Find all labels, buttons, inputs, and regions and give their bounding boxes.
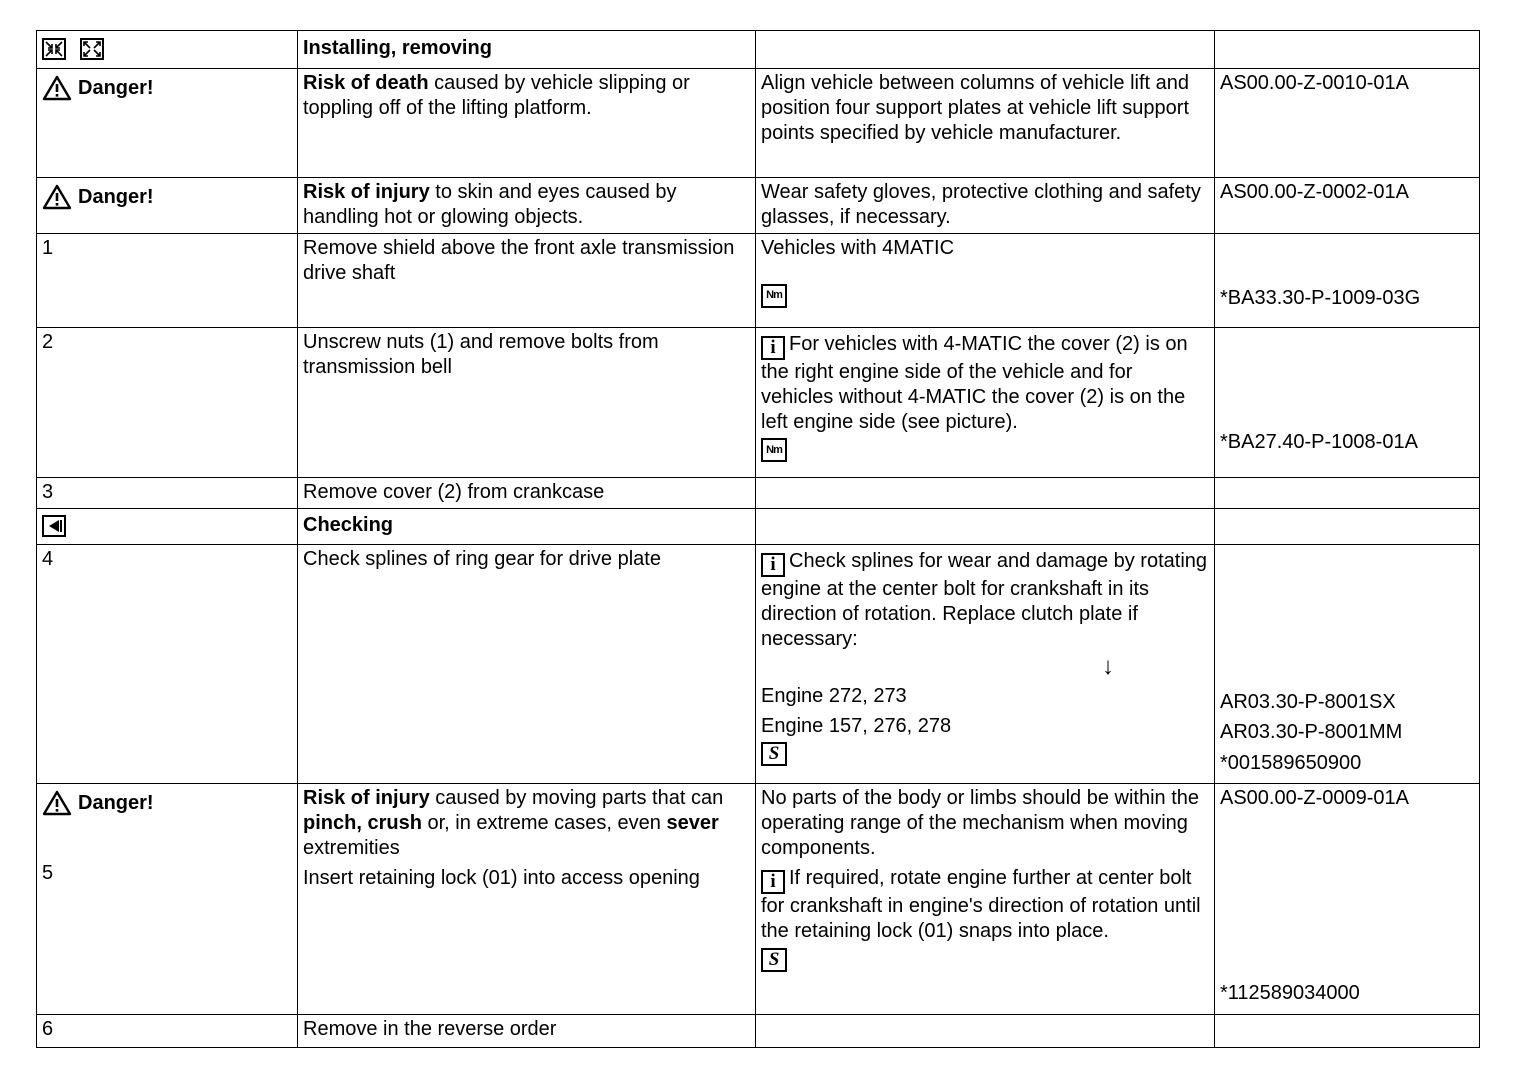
- reference-link[interactable]: *001589650900: [1220, 752, 1362, 774]
- instruction-note: Vehicles with 4MATIC Nm: [756, 234, 1215, 328]
- engine-variant: Engine 157, 276, 278: [761, 714, 952, 737]
- instruction-note: Wear safety gloves, protective clothing and safety glasses, if necessary.: [756, 178, 1215, 234]
- section-title-checking: Checking: [298, 509, 756, 545]
- procedure-table: [36, 30, 1480, 1048]
- step-number: 4: [37, 545, 298, 784]
- info-icon: i: [761, 553, 785, 577]
- step-text: Remove shield above the front axle transmission drive shaft: [298, 234, 756, 328]
- section-title-installing: Installing, removing: [298, 31, 756, 69]
- instruction-note: i For vehicles with 4-MATIC the cover (2) is on the right engine side of the vehicle and for vehicles without 4-MATIC the cover (2) is on the left engine side (see picture). Nm: [756, 328, 1215, 478]
- step-number: 1: [37, 234, 298, 328]
- instruction-note: No parts of the body or limbs should be within the operating range of the mechanism when moving components. i If required, rotate engine further at center bolt for crankshaft in engine's direction of rotation until the retaining lock (01) snaps into place. S: [756, 784, 1215, 1015]
- step-number: 3: [37, 478, 298, 509]
- reference-cell: [1215, 784, 1480, 1015]
- info-icon: i: [761, 870, 785, 894]
- risk-description: Risk of injury caused by moving parts that can pinch, crush or, in extreme cases, even sever extremities Insert retaining lock (01) into access opening: [298, 784, 756, 1015]
- step-number: 6: [37, 1015, 298, 1048]
- danger-label: Danger!: [42, 75, 292, 101]
- step-text: Check splines of ring gear for drive plate: [298, 545, 756, 784]
- step-text: Insert retaining lock (01) into access opening: [303, 867, 700, 889]
- table-row-header: [37, 31, 1480, 69]
- instruction-note: Align vehicle between columns of vehicle lift and position four support plates at vehicle lift support points specified by vehicle manufacturer.: [756, 69, 1215, 178]
- step-text: Remove cover (2) from crankcase: [298, 478, 756, 509]
- table-row-danger-3: [37, 784, 1480, 1015]
- install-icon: [42, 38, 66, 60]
- table-row-danger-2: [37, 178, 1480, 234]
- engine-variant: Engine 272, 273: [761, 684, 907, 707]
- special-tool-icon[interactable]: S: [761, 948, 787, 972]
- table-row-step-4: [37, 545, 1480, 784]
- step-number: 2: [37, 328, 298, 478]
- risk-description: Risk of death caused by vehicle slipping or toppling off of the lifting platform.: [298, 69, 756, 178]
- arrow-down-icon: ↓: [1102, 652, 1114, 680]
- table-row-step-3: [37, 478, 1480, 509]
- reference-link[interactable]: *BA27.40-P-1008-01A: [1220, 431, 1418, 453]
- remove-icon: [80, 38, 104, 60]
- step-number: 5: [42, 862, 54, 884]
- reference-link[interactable]: AR03.30-P-8001MM: [1220, 721, 1403, 743]
- risk-description: Risk of injury to skin and eyes caused by handling hot or glowing objects.: [298, 178, 756, 234]
- reference-cell: [1215, 234, 1480, 328]
- step-text: Remove in the reverse order: [298, 1015, 756, 1048]
- reference-link[interactable]: AS00.00-Z-0002-01A: [1215, 178, 1480, 234]
- table-row-step-1: [37, 234, 1480, 328]
- warning-triangle-icon: [42, 75, 72, 101]
- danger-label: Danger!: [42, 790, 292, 816]
- special-tool-icon[interactable]: S: [761, 742, 787, 766]
- warning-triangle-icon: [42, 184, 72, 210]
- reference-link[interactable]: AS00.00-Z-0009-01A: [1220, 787, 1410, 809]
- reference-link[interactable]: AR03.30-P-8001SX: [1220, 691, 1396, 713]
- header-icons-cell: [37, 31, 298, 69]
- danger-label: Danger!: [42, 184, 292, 210]
- table-row-danger-1: [37, 69, 1480, 178]
- torque-icon[interactable]: Nm: [761, 284, 787, 308]
- table-row-step-6: [37, 1015, 1480, 1048]
- warning-triangle-icon: [42, 790, 72, 816]
- torque-icon[interactable]: Nm: [761, 438, 787, 462]
- reference-link[interactable]: *BA33.30-P-1009-03G: [1220, 287, 1421, 309]
- instruction-note: i Check splines for wear and damage by rotating engine at the center bolt for crankshaft in its direction of rotation. Replace clutch plate if necessary: ↓ Engine 272, 273 Engine 157, 276, 278 S: [756, 545, 1215, 784]
- reference-link[interactable]: AS00.00-Z-0010-01A: [1215, 69, 1480, 178]
- reference-link[interactable]: *112589034000: [1220, 982, 1360, 1004]
- reference-cell: [1215, 545, 1480, 784]
- table-row-step-2: [37, 328, 1480, 478]
- table-row-checking: [37, 509, 1480, 545]
- step-text: Unscrew nuts (1) and remove bolts from transmission bell: [298, 328, 756, 478]
- checking-icon: [42, 515, 66, 537]
- info-icon: i: [761, 336, 785, 360]
- reference-cell: [1215, 328, 1480, 478]
